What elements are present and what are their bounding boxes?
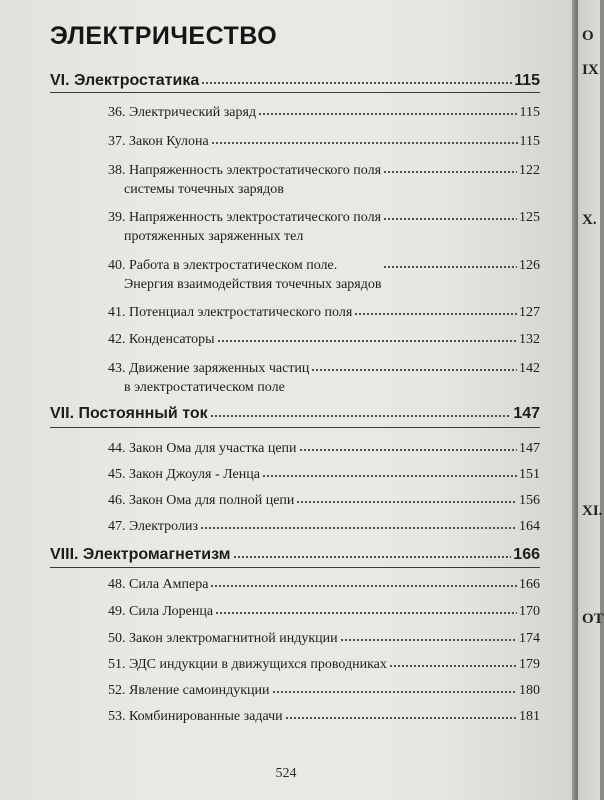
entry-label: 36. Электрический заряд: [108, 105, 257, 120]
entry-page: 166: [519, 577, 540, 592]
leader-dots: [217, 332, 517, 343]
entry-page: 115: [519, 134, 540, 149]
leader-dots: [201, 74, 512, 85]
entry-page: 174: [519, 631, 540, 646]
leader-dots: [215, 604, 517, 615]
entry-label: 52. Явление самоиндукции: [108, 683, 270, 698]
entry-page: 132: [519, 332, 540, 347]
leader-dots: [258, 105, 517, 116]
entry-page: 170: [519, 604, 540, 619]
edge-fragment: О: [582, 28, 594, 44]
entry-label: 37. Закон Кулона: [108, 134, 209, 149]
page-title: ЭЛЕКТРИЧЕСТВО: [50, 22, 278, 50]
toc-entry: [108, 575, 540, 594]
entry-label: 48. Сила Ампера: [108, 577, 209, 592]
entry-page: 179: [519, 657, 540, 672]
entry-page: 122: [519, 163, 540, 178]
leader-dots: [383, 210, 517, 221]
toc-entry: [108, 465, 540, 484]
entry-page: 126: [519, 258, 540, 273]
entry-label-cont: Энергия взаимодействия точечных зарядов: [124, 277, 382, 292]
toc-section-6: [50, 72, 540, 90]
leader-dots: [389, 657, 517, 668]
leader-dots: [299, 441, 517, 452]
entry-page: 151: [519, 467, 540, 482]
leader-dots: [262, 467, 517, 478]
entry-page: 164: [519, 519, 540, 534]
toc-entry: [108, 103, 540, 122]
entry-label-cont: системы точечных зарядов: [124, 182, 284, 197]
entry-page: 180: [519, 683, 540, 698]
adjacent-page-edge: [578, 0, 604, 800]
entry-label: 49. Сила Лоренца: [108, 604, 214, 619]
entry-page: 127: [519, 305, 540, 320]
section-label: VI. Электростатика: [50, 72, 200, 89]
edge-fragment: X.: [582, 212, 597, 228]
entry-label: 51. ЭДС индукции в движущихся проводниках: [108, 657, 387, 672]
entry-page: 142: [519, 361, 540, 376]
toc-entry: [108, 491, 540, 510]
leader-dots: [296, 493, 517, 504]
edge-fragment: ОТ: [582, 611, 604, 627]
section-label: VII. Постоянный ток: [50, 405, 208, 422]
toc-entry: [108, 629, 540, 648]
entry-page: 115: [519, 105, 540, 120]
section-label: VIII. Электромагнетизм: [50, 546, 231, 563]
section-divider: [50, 567, 540, 568]
toc-entry: [108, 161, 540, 199]
entry-page: 125: [519, 210, 540, 225]
entry-label: 46. Закон Ома для полной цепи: [108, 493, 295, 508]
entry-page: 156: [519, 493, 540, 508]
page-number: 524: [275, 766, 297, 781]
toc-entry: [108, 132, 540, 151]
toc-section-7: [50, 405, 540, 423]
edge-fragment: XI.: [582, 503, 603, 519]
entry-label-cont: в электростатическом поле: [124, 380, 285, 395]
entry-label-cont: протяженных заряженных тел: [124, 229, 304, 244]
toc-entry: [108, 256, 540, 294]
leader-dots: [354, 305, 517, 316]
leader-dots: [383, 163, 517, 174]
entry-label: 44. Закон Ома для участка цепи: [108, 441, 297, 456]
entry-label: 39. Напряженность электростатического поля: [108, 210, 382, 225]
toc-entry: [108, 517, 540, 536]
section-page: 166: [513, 546, 540, 563]
toc-entry: [108, 602, 540, 621]
entry-label: 38. Напряженность электростатического поля: [108, 163, 382, 178]
entry-page: 147: [519, 441, 540, 456]
leader-dots: [210, 577, 517, 588]
edge-fragment: IX: [582, 62, 599, 78]
toc-entry: [108, 681, 540, 700]
entry-label: 50. Закон электромагнитной индукции: [108, 631, 338, 646]
toc-entry: [108, 707, 540, 726]
leader-dots: [272, 683, 517, 694]
toc-section-8: [50, 546, 540, 564]
leader-dots: [233, 548, 512, 559]
entry-label: 41. Потенциал электростатического поля: [108, 305, 353, 320]
entry-label: 43. Движение заряженных частиц: [108, 361, 310, 376]
entry-label: 47. Электролиз: [108, 519, 198, 534]
toc-entry: [108, 655, 540, 674]
leader-dots: [210, 407, 512, 418]
toc-entry: [108, 303, 540, 322]
leader-dots: [383, 258, 517, 269]
leader-dots: [200, 519, 517, 530]
leader-dots: [285, 709, 517, 720]
entry-label: 42. Конденсаторы: [108, 332, 215, 347]
leader-dots: [211, 134, 518, 145]
section-divider: [50, 92, 540, 93]
toc-entry: [108, 359, 540, 397]
entry-label: 40. Работа в электростатическом поле.: [108, 258, 338, 273]
entry-label: 53. Комбинированные задачи: [108, 709, 283, 724]
leader-dots: [340, 631, 517, 642]
toc-entry: [108, 439, 540, 458]
section-page: 115: [514, 72, 540, 89]
entry-label: 45. Закон Джоуля - Ленца: [108, 467, 260, 482]
toc-entry: [108, 330, 540, 349]
entry-page: 181: [519, 709, 540, 724]
leader-dots: [311, 361, 517, 372]
section-divider: [50, 427, 540, 428]
toc-entry: [108, 208, 540, 246]
section-page: 147: [513, 405, 540, 422]
